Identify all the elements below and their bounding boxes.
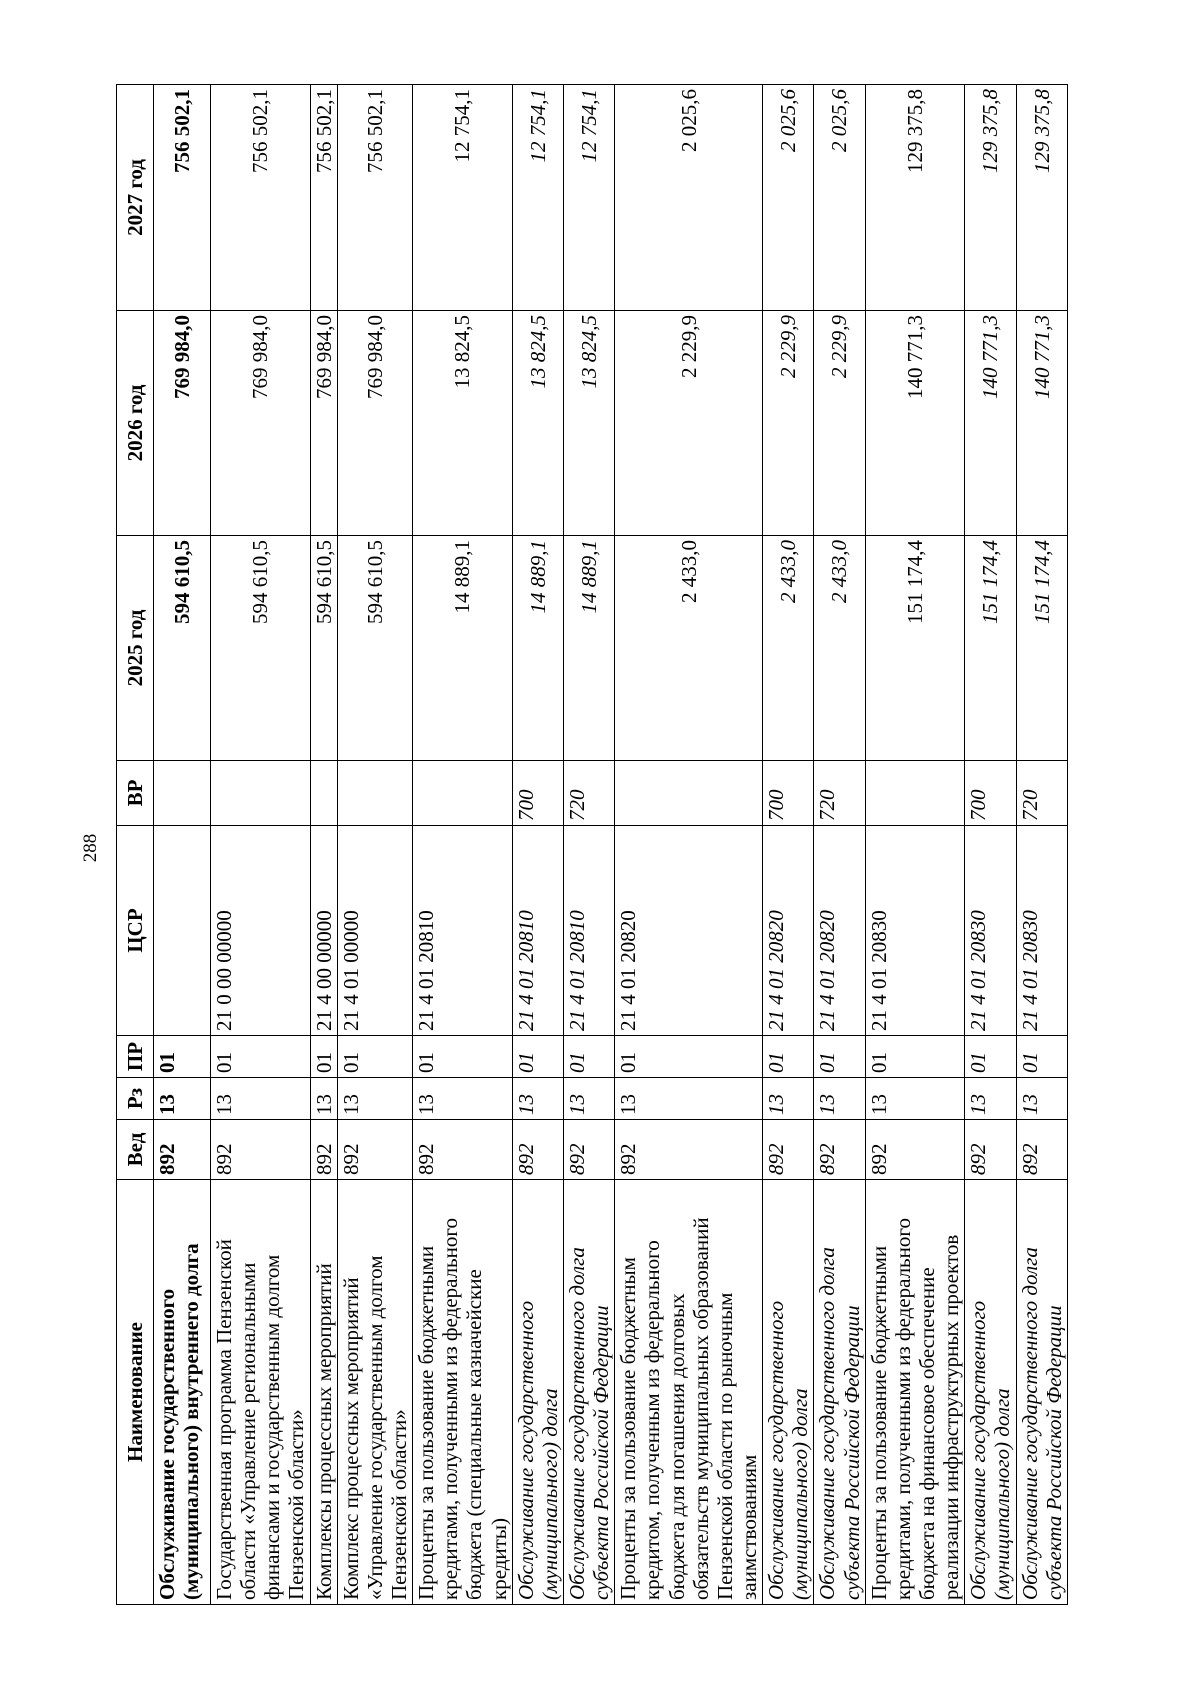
cell-name: Обслуживание государственного долга субъекта Российской Федерации [1016,1180,1067,1605]
cell-name: Проценты за пользование бюджетными кредитами, полученными из федерального бюджета (специальные казначейские кредиты) [413,1180,513,1605]
cell-y2025: 14 889,1 [512,536,563,761]
cell-ved: 892 [615,1120,763,1180]
cell-rz: 13 [337,1078,412,1120]
cell-ved: 892 [965,1120,1016,1180]
cell-y2025: 151 174,4 [1016,536,1067,761]
header-name: Наименование [117,1180,154,1605]
table-row [310,85,337,1605]
cell-rz: 13 [413,1078,513,1120]
table-header-row [117,85,154,1605]
table-row [211,85,311,1605]
cell-y2026: 140 771,3 [865,311,965,536]
cell-ved: 892 [337,1120,412,1180]
cell-pr: 01 [154,1036,211,1078]
table-row [865,85,965,1605]
cell-ved: 892 [865,1120,965,1180]
cell-name: Обслуживание государственного долга субъекта Российской Федерации [814,1180,865,1605]
cell-pr: 01 [337,1036,412,1078]
cell-y2026: 2 229,9 [763,311,814,536]
cell-csr: 21 4 01 20830 [1016,826,1067,1036]
table-row [814,85,865,1605]
cell-vr [310,761,337,826]
cell-y2026: 2 229,9 [615,311,763,536]
table-row [1016,85,1067,1605]
cell-y2027: 129 375,8 [865,85,965,311]
cell-y2027: 2 025,6 [615,85,763,311]
cell-y2027: 756 502,1 [310,85,337,311]
cell-name: Комплекс процессных мероприятий «Управление государственным долгом Пензенской области» [337,1180,412,1605]
cell-csr: 21 4 01 20810 [563,826,614,1036]
cell-ved: 892 [154,1120,211,1180]
cell-rz: 13 [615,1078,763,1120]
header-ved: Вед [117,1120,154,1180]
cell-rz: 13 [965,1078,1016,1120]
cell-y2025: 594 610,5 [211,536,311,761]
cell-pr: 01 [413,1036,513,1078]
cell-y2026: 769 984,0 [211,311,311,536]
cell-rz: 13 [211,1078,311,1120]
cell-pr: 01 [563,1036,614,1078]
cell-ved: 892 [563,1120,614,1180]
cell-pr: 01 [814,1036,865,1078]
cell-rz: 13 [512,1078,563,1120]
cell-vr: 720 [814,761,865,826]
cell-ved: 892 [763,1120,814,1180]
cell-y2026: 140 771,3 [965,311,1016,536]
cell-vr [865,761,965,826]
cell-ved: 892 [814,1120,865,1180]
cell-name: Обслуживание государственного долга субъекта Российской Федерации [563,1180,614,1605]
cell-y2026: 2 229,9 [814,311,865,536]
cell-y2025: 2 433,0 [763,536,814,761]
cell-name: Обслуживание государственного (муниципального) долга [965,1180,1016,1605]
header-2027: 2027 год [117,85,154,311]
cell-rz: 13 [154,1078,211,1120]
page-number: 288 [80,833,101,863]
cell-y2026: 769 984,0 [310,311,337,536]
cell-csr: 21 4 00 00000 [310,826,337,1036]
cell-vr [211,761,311,826]
cell-y2027: 12 754,1 [563,85,614,311]
cell-vr: 720 [1016,761,1067,826]
cell-y2025: 14 889,1 [563,536,614,761]
cell-pr: 01 [965,1036,1016,1078]
cell-y2027: 756 502,1 [337,85,412,311]
table-row [763,85,814,1605]
cell-pr: 01 [211,1036,311,1078]
cell-name: Обслуживание государственного (муниципального) внутреннего долга [154,1180,211,1605]
cell-rz: 13 [310,1078,337,1120]
header-vr: ВР [117,761,154,826]
cell-csr: 21 4 01 20810 [413,826,513,1036]
cell-csr: 21 4 01 20820 [615,826,763,1036]
cell-name: Комплексы процессных мероприятий [310,1180,337,1605]
cell-vr: 700 [763,761,814,826]
cell-name: Проценты за пользование бюджетным кредитом, полученным из федерального бюджета для погашения долговых обязательств муниципальных образований Пензенской области по рыночным заимствованиям [615,1180,763,1605]
cell-rz: 13 [763,1078,814,1120]
cell-name: Государственная программа Пензенской области «Управление региональными финансами и государственным долгом Пензенской области» [211,1180,311,1605]
table-body [154,85,1068,1605]
cell-csr: 21 4 01 20820 [814,826,865,1036]
cell-pr: 01 [865,1036,965,1078]
cell-y2026: 769 984,0 [337,311,412,536]
cell-y2026: 13 824,5 [563,311,614,536]
table-row [563,85,614,1605]
cell-rz: 13 [563,1078,614,1120]
cell-y2026: 13 824,5 [413,311,513,536]
cell-y2027: 129 375,8 [965,85,1016,311]
cell-csr: 21 0 00 00000 [211,826,311,1036]
cell-vr: 720 [563,761,614,826]
cell-pr: 01 [615,1036,763,1078]
cell-vr: 700 [965,761,1016,826]
cell-ved: 892 [413,1120,513,1180]
cell-y2025: 2 433,0 [814,536,865,761]
cell-pr: 01 [1016,1036,1067,1078]
cell-vr [413,761,513,826]
table-row [337,85,412,1605]
cell-csr: 21 4 01 20810 [512,826,563,1036]
cell-y2026: 140 771,3 [1016,311,1067,536]
header-2025: 2025 год [117,536,154,761]
header-rz: Рз [117,1078,154,1120]
cell-y2025: 14 889,1 [413,536,513,761]
table-row [965,85,1016,1605]
cell-pr: 01 [310,1036,337,1078]
cell-y2027: 756 502,1 [154,85,211,311]
cell-csr [154,826,211,1036]
table-row [512,85,563,1605]
cell-vr [615,761,763,826]
cell-y2027: 12 754,1 [512,85,563,311]
rotated-table-wrapper [116,85,1066,1605]
cell-y2026: 769 984,0 [154,311,211,536]
cell-pr: 01 [763,1036,814,1078]
cell-y2026: 13 824,5 [512,311,563,536]
cell-y2025: 594 610,5 [337,536,412,761]
budget-table [116,84,1068,1605]
cell-vr [337,761,412,826]
header-csr: ЦСР [117,826,154,1036]
cell-ved: 892 [211,1120,311,1180]
cell-y2027: 12 754,1 [413,85,513,311]
cell-y2025: 151 174,4 [865,536,965,761]
cell-y2025: 2 433,0 [615,536,763,761]
table-row [154,85,211,1605]
cell-ved: 892 [512,1120,563,1180]
cell-csr: 21 4 01 20830 [965,826,1016,1036]
cell-rz: 13 [1016,1078,1067,1120]
cell-csr: 21 4 01 00000 [337,826,412,1036]
cell-y2027: 129 375,8 [1016,85,1067,311]
cell-y2027: 2 025,6 [814,85,865,311]
cell-csr: 21 4 01 20830 [865,826,965,1036]
cell-name: Проценты за пользование бюджетными кредитами, полученными из федерального бюджета на финансовое обеспечение реализации инфраструктурных проектов [865,1180,965,1605]
table-row [615,85,763,1605]
cell-vr: 700 [512,761,563,826]
cell-y2025: 594 610,5 [154,536,211,761]
cell-y2025: 594 610,5 [310,536,337,761]
cell-y2027: 756 502,1 [211,85,311,311]
header-pr: ПР [117,1036,154,1078]
table-row [413,85,513,1605]
cell-name: Обслуживание государственного (муниципального) долга [763,1180,814,1605]
cell-pr: 01 [512,1036,563,1078]
cell-name: Обслуживание государственного (муниципального) долга [512,1180,563,1605]
header-2026: 2026 год [117,311,154,536]
cell-rz: 13 [865,1078,965,1120]
cell-ved: 892 [310,1120,337,1180]
cell-vr [154,761,211,826]
cell-ved: 892 [1016,1120,1067,1180]
cell-y2027: 2 025,6 [763,85,814,311]
cell-rz: 13 [814,1078,865,1120]
cell-csr: 21 4 01 20820 [763,826,814,1036]
cell-y2025: 151 174,4 [965,536,1016,761]
